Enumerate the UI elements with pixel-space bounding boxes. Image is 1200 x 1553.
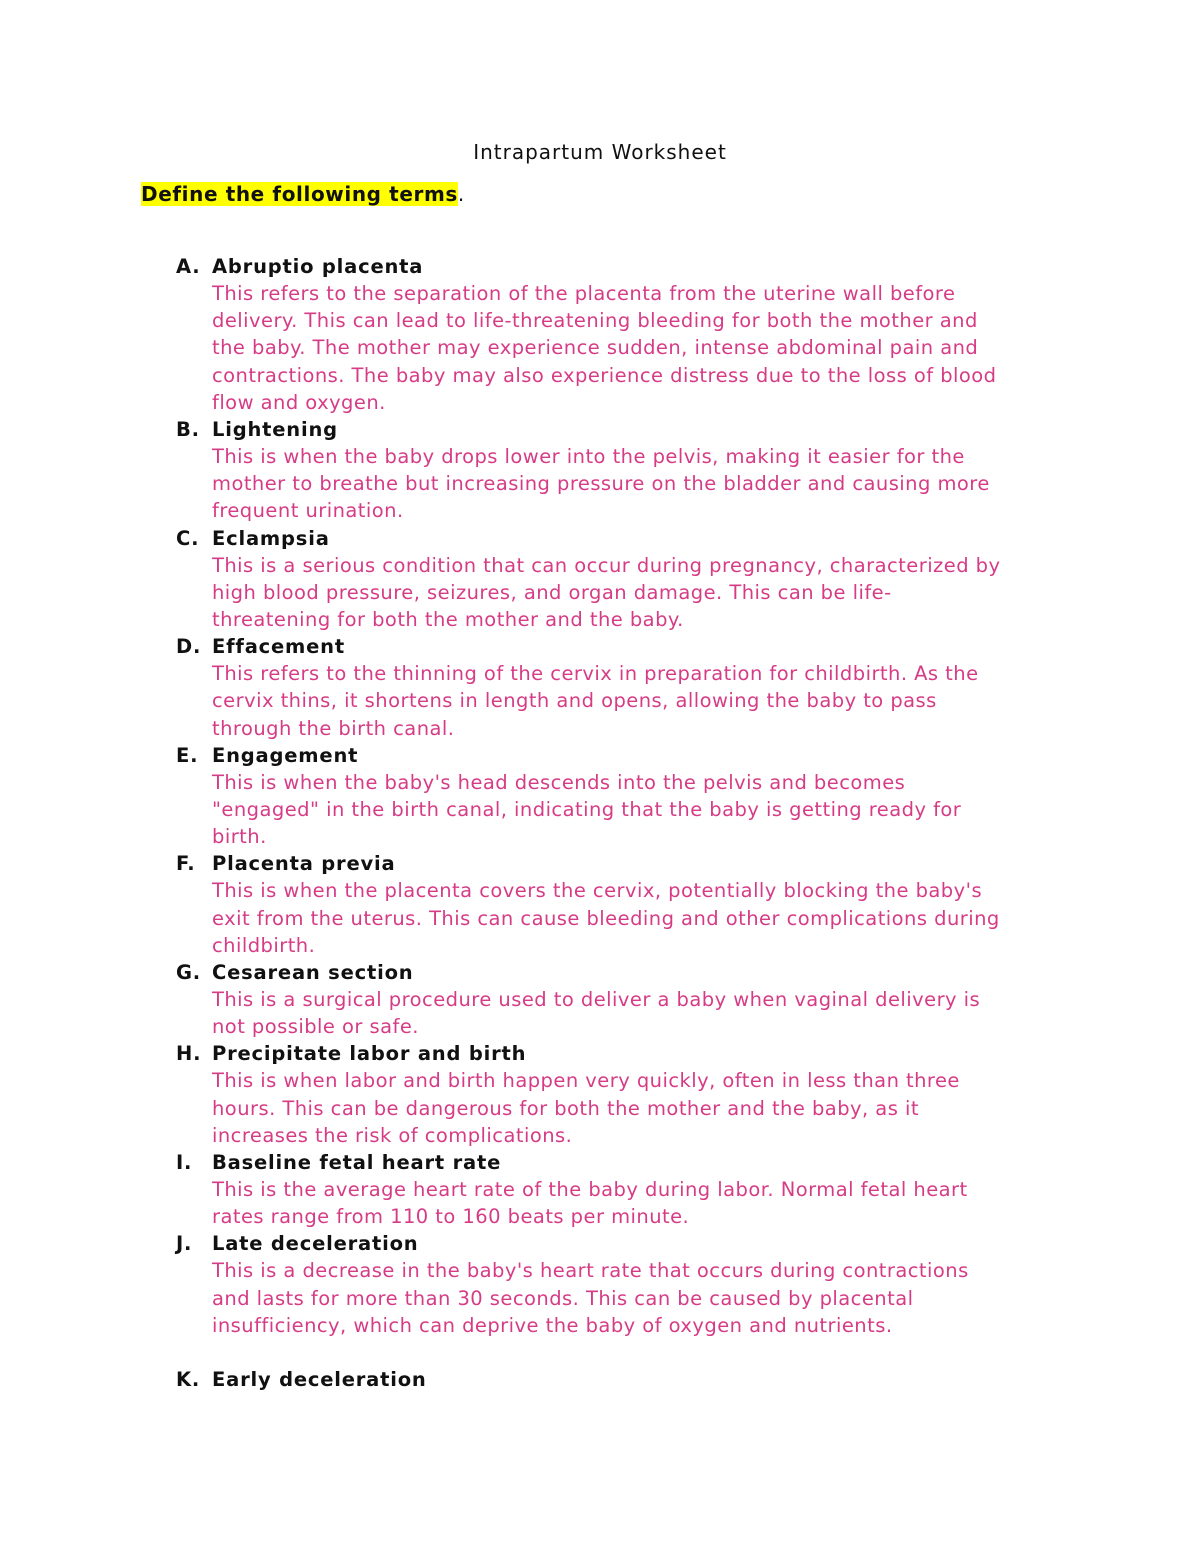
definition-line: contractions. The baby may also experience distress due to the loss of blood	[212, 363, 997, 387]
definition-line: high blood pressure, seizures, and organ damage. This can be life-	[212, 580, 892, 604]
definition-line: the baby. The mother may experience sudden, intense abdominal pain and	[212, 336, 979, 360]
term-definition	[212, 1067, 1200, 1149]
definition-line: delivery. This can lead to life-threatening bleeding for both the mother and	[212, 309, 978, 333]
term-definition	[212, 1257, 1200, 1339]
list-item	[0, 1366, 1200, 1393]
definition-line: birth.	[212, 825, 267, 849]
item-letter: D.	[176, 635, 202, 659]
definition-line: increases the risk of complications.	[212, 1123, 573, 1147]
list-item	[0, 253, 1200, 416]
definition-line: mother to breathe but increasing pressure on the bladder and causing more	[212, 472, 990, 496]
instruction-period: .	[457, 182, 465, 206]
definition-line: through the birth canal.	[212, 716, 455, 740]
definition-line: exit from the uterus. This can cause bleeding and other complications during	[212, 906, 1000, 930]
term-heading: Baseline fetal heart rate	[212, 1151, 502, 1175]
term-heading: Effacement	[212, 635, 345, 659]
list-item	[0, 1040, 1200, 1149]
definition-line: This is a surgical procedure used to deliver a baby when vaginal delivery is	[212, 988, 981, 1012]
term-heading: Lightening	[212, 418, 338, 442]
definition-line: hours. This can be dangerous for both the mother and the baby, as it	[212, 1096, 919, 1120]
item-letter: H.	[176, 1042, 202, 1066]
list-item	[0, 742, 1200, 851]
list-item	[0, 416, 1200, 525]
term-definition	[212, 769, 1200, 851]
definition-line: insufficiency, which can deprive the baby of oxygen and nutrients.	[212, 1313, 893, 1337]
term-heading: Early deceleration	[212, 1368, 427, 1392]
item-letter: E.	[176, 743, 199, 767]
list-item	[0, 1149, 1200, 1230]
term-definition	[212, 443, 1200, 525]
definition-line: not possible or safe.	[212, 1015, 419, 1039]
term-heading: Cesarean section	[212, 961, 414, 985]
term-definition	[212, 552, 1200, 634]
term-definition	[212, 877, 1200, 959]
highlighted-instruction: Define the following terms	[141, 182, 458, 206]
definition-line: threatening for both the mother and the baby.	[212, 608, 684, 632]
item-letter: I.	[176, 1151, 193, 1175]
term-definition	[212, 280, 1200, 416]
term-heading: Late deceleration	[212, 1232, 419, 1256]
list-item	[0, 525, 1200, 634]
instruction-heading	[141, 182, 465, 206]
definition-line: This is when the placenta covers the cervix, potentially blocking the baby's	[212, 879, 983, 903]
document-title: Intrapartum Worksheet	[473, 140, 727, 164]
term-definition	[212, 1176, 1200, 1230]
term-definition	[212, 660, 1200, 742]
definition-line: and lasts for more than 30 seconds. This can be caused by placental	[212, 1286, 914, 1310]
definition-line: "engaged" in the birth canal, indicating that the baby is getting ready for	[212, 798, 962, 822]
definition-line: flow and oxygen.	[212, 390, 386, 414]
definition-line: This refers to the thinning of the cervix in preparation for childbirth. As the	[212, 662, 979, 686]
definition-line: This is when the baby drops lower into the pelvis, making it easier for the	[212, 445, 965, 469]
term-heading: Engagement	[212, 743, 359, 767]
list-item	[0, 850, 1200, 959]
item-letter: J.	[176, 1232, 193, 1256]
definition-line: This is when the baby's head descends into the pelvis and becomes	[212, 770, 906, 794]
definition-line: frequent urination.	[212, 499, 404, 523]
item-letter: B.	[176, 418, 200, 442]
definition-line: rates range from 110 to 160 beats per minute.	[212, 1205, 690, 1229]
definition-line: cervix thins, it shortens in length and opens, allowing the baby to pass	[212, 689, 937, 713]
term-heading: Abruptio placenta	[212, 255, 424, 278]
item-letter: C.	[176, 526, 200, 550]
definition-line: This is a decrease in the baby's heart rate that occurs during contractions	[212, 1259, 969, 1283]
list-item	[0, 1230, 1200, 1339]
list-item	[0, 633, 1200, 742]
term-heading: Placenta previa	[212, 852, 396, 876]
definition-line: This is when labor and birth happen very quickly, often in less than three	[212, 1069, 960, 1093]
item-letter: G.	[176, 961, 202, 985]
list-item	[0, 959, 1200, 1040]
terms-list	[0, 253, 1200, 1393]
definition-line: childbirth.	[212, 933, 316, 957]
term-heading: Eclampsia	[212, 526, 330, 550]
item-letter: F.	[176, 852, 196, 876]
item-letter: A.	[176, 255, 201, 278]
term-heading: Precipitate labor and birth	[212, 1042, 527, 1066]
definition-line: This is the average heart rate of the baby during labor. Normal fetal heart	[212, 1178, 968, 1202]
item-letter: K.	[176, 1368, 201, 1392]
definition-line: This refers to the separation of the placenta from the uterine wall before	[212, 282, 956, 305]
definition-line: This is a serious condition that can occur during pregnancy, characterized by	[212, 553, 1001, 577]
term-definition	[212, 986, 1200, 1040]
